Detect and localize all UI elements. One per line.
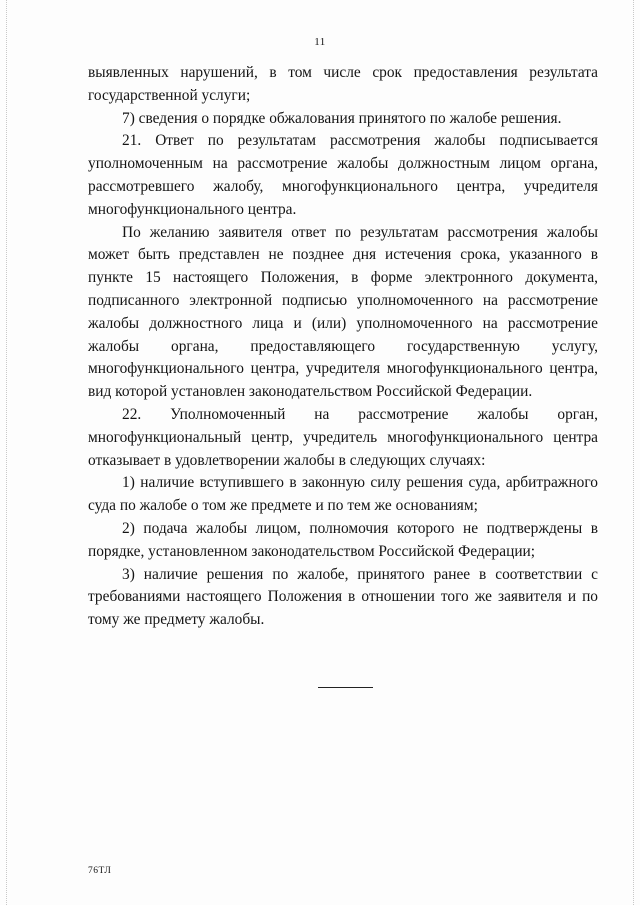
document-body <box>88 62 598 632</box>
footer-document-code: 76ТЛ <box>88 866 112 876</box>
paragraph-21: 21. Ответ по результатам рассмотрения жалобы подписывается уполномоченным на рассмотрение жалобы должностным лицом органа, рассмотревшего жалобу, многофункционального центра, учредителя многофункционального центра. <box>88 132 598 218</box>
paragraph-electronic-reply: По желанию заявителя ответ по результатам рассмотрения жалобы может быть представлен не позднее дня истечения срока, указанного в пункте 15 настоящего Положения, в форме электронного документа, подписанного электронной подписью уполномоченного на рассмотрение жалобы должностного лица и (или) уполномоченного на рассмотрение жалобы органа, предоставляющего государственную услугу, многофункционального центра, учредителя многофункционального центра, вид которой установлен законодательством Российской Федерации. <box>88 223 598 401</box>
list-item-3: 3) наличие решения по жалобе, принятого ранее в соответствии с требованиями настоящего Положения в отношении того же заявителя и по тому же предмету жалобы. <box>88 565 598 629</box>
paragraph-continuation: выявленных нарушений, в том числе срок предоставления результата государственной услуги; <box>88 64 598 104</box>
left-scan-edge <box>6 0 8 905</box>
right-scan-edge <box>633 0 635 905</box>
page-number: 11 <box>314 36 326 48</box>
list-item-7: 7) сведения о порядке обжалования принятого по жалобе решения. <box>122 109 562 127</box>
list-item-2: 2) подача жалобы лицом, полномочия которого не подтверждены в порядке, установленном законодательством Российской Федерации; <box>88 519 598 560</box>
list-item-1: 1) наличие вступившего в законную силу решения суда, арбитражного суда по жалобе о том же предмете и по тем же основаниям; <box>88 474 598 515</box>
end-of-text-rule <box>318 687 373 688</box>
paragraph-22: 22. Уполномоченный на рассмотрение жалобы орган, многофункциональный центр, учредитель многофункционального центра отказывает в удовлетворении жалобы в следующих случаях: <box>88 405 598 469</box>
